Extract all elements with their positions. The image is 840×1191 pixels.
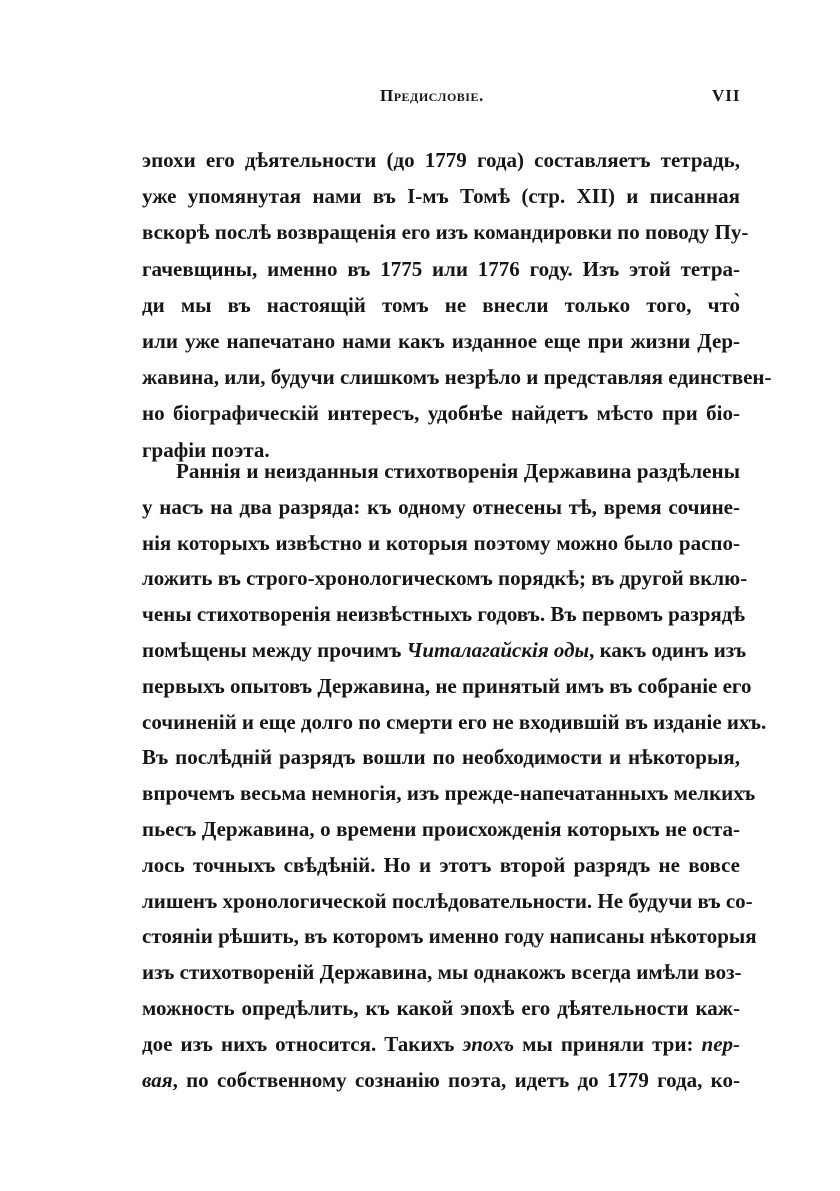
- paragraph-1: [142, 142, 772, 468]
- text-segment: жавина, или, будучи слишкомъ незрѣло и представляя единствен-: [142, 365, 772, 390]
- text-segment: изъ стихотвореній Державина, мы однакожъ всегда имѣли воз-: [142, 960, 742, 985]
- text-line: [142, 848, 740, 884]
- text-line: [142, 323, 740, 359]
- text-segment: Раннія и неизданныя стихотворенія Державина раздѣлены: [176, 459, 740, 483]
- text-line: [142, 812, 740, 848]
- text-segment: первыхъ опытовъ Державина, не принятый имъ въ собраніе его: [142, 673, 752, 698]
- text-line: [142, 705, 767, 741]
- text-segment: уже упомянутая нами въ I-мъ Томѣ (стр. XII) и писанная: [142, 184, 740, 209]
- text-segment: гачевщины, именно въ 1775 или 1776 году. Изъ этой тетра-: [142, 256, 740, 281]
- text-segment: стояніи рѣшить, въ которомъ именно году написаны нѣкоторыя: [142, 924, 757, 949]
- text-segment: дое изъ нихъ относится. Такихъ: [142, 1031, 463, 1056]
- text-line: [142, 214, 749, 250]
- text-line: [142, 919, 757, 955]
- text-segment: или уже напечатано нами какъ изданное еще при жизни Дер-: [142, 328, 740, 353]
- text-segment: чены стихотворенія неизвѣстныхъ годовъ. Въ первомъ разрядѣ: [142, 602, 746, 627]
- text-line: [142, 395, 740, 431]
- text-segment: ди мы въ настоящій томъ не внесли только того, что̀: [142, 292, 740, 317]
- text-line: [142, 597, 746, 633]
- text-segment: сочиненій и еще долго по смерти его не входившій въ изданіе ихъ.: [142, 709, 767, 734]
- text-line: [142, 955, 740, 991]
- running-title: Предисловіе.: [380, 86, 484, 105]
- text-segment: помѣщены между прочимъ: [142, 637, 407, 662]
- text-segment: мы приняли три:: [514, 1031, 702, 1056]
- text-segment: у насъ на два разряда: къ одному отнесены тѣ, время сочине-: [142, 494, 740, 519]
- text-line: [142, 490, 740, 526]
- text-line: [142, 1027, 740, 1063]
- text-line: [142, 454, 740, 490]
- text-line: [142, 359, 772, 395]
- text-line: [142, 142, 740, 178]
- text-segment: Въ послѣдній разрядъ вошли по необходимости и нѣкоторыя,: [142, 745, 740, 770]
- text-segment: впрочемъ весьма немногія, изъ прежде-напечатанныхъ мелкихъ: [142, 781, 756, 806]
- text-segment: но біографическій интересъ, удобнѣе найдетъ мѣсто при біо-: [142, 401, 740, 426]
- text-line: [142, 178, 740, 214]
- text-line: [142, 561, 748, 597]
- text-line: [142, 884, 753, 920]
- text-segment: графіи поэта.: [142, 437, 270, 462]
- text-line: [142, 740, 740, 776]
- text-line: [142, 776, 756, 812]
- text-line: [142, 633, 747, 669]
- italic-text: эпохъ: [462, 1031, 515, 1056]
- text-line: [142, 669, 752, 705]
- text-line: [142, 1063, 740, 1099]
- italic-text: пер-: [701, 1031, 741, 1056]
- text-segment: эпохи его дѣятельности (до 1779 года) составляетъ тетрадь,: [142, 148, 740, 172]
- text-line: [142, 287, 740, 323]
- text-line: [142, 991, 740, 1027]
- italic-text: вая: [142, 1067, 173, 1092]
- text-segment: , по собственному сознанію поэта, идетъ до 1779 года, ко-: [172, 1067, 740, 1092]
- text-segment: можность опредѣлить, къ какой эпохѣ его дѣятельности каж-: [142, 995, 740, 1020]
- text-segment: лось точныхъ свѣдѣній. Но и этотъ второй разрядъ не вовсе: [142, 852, 740, 877]
- page-number: VII: [712, 86, 741, 105]
- paragraph-2: [142, 454, 767, 1098]
- text-segment: ложить въ строго-хронологическомъ порядкѣ; въ другой вклю-: [142, 566, 748, 591]
- text-segment: , какъ одинъ изъ: [589, 637, 747, 662]
- text-segment: нія которыхъ извѣстно и которыя поэтому можно было распо-: [142, 530, 740, 555]
- text-segment: пьесъ Державина, о времени происхожденія которыхъ не оста-: [142, 816, 740, 841]
- text-segment: вскорѣ послѣ возвращенія его изъ командировки по поводу Пу-: [142, 220, 749, 245]
- italic-text: Читалагайскія оды: [406, 637, 590, 662]
- text-segment: лишенъ хронологической послѣдовательности. Не будучи въ со-: [142, 888, 753, 913]
- text-line: [142, 526, 740, 562]
- text-line: [142, 251, 740, 287]
